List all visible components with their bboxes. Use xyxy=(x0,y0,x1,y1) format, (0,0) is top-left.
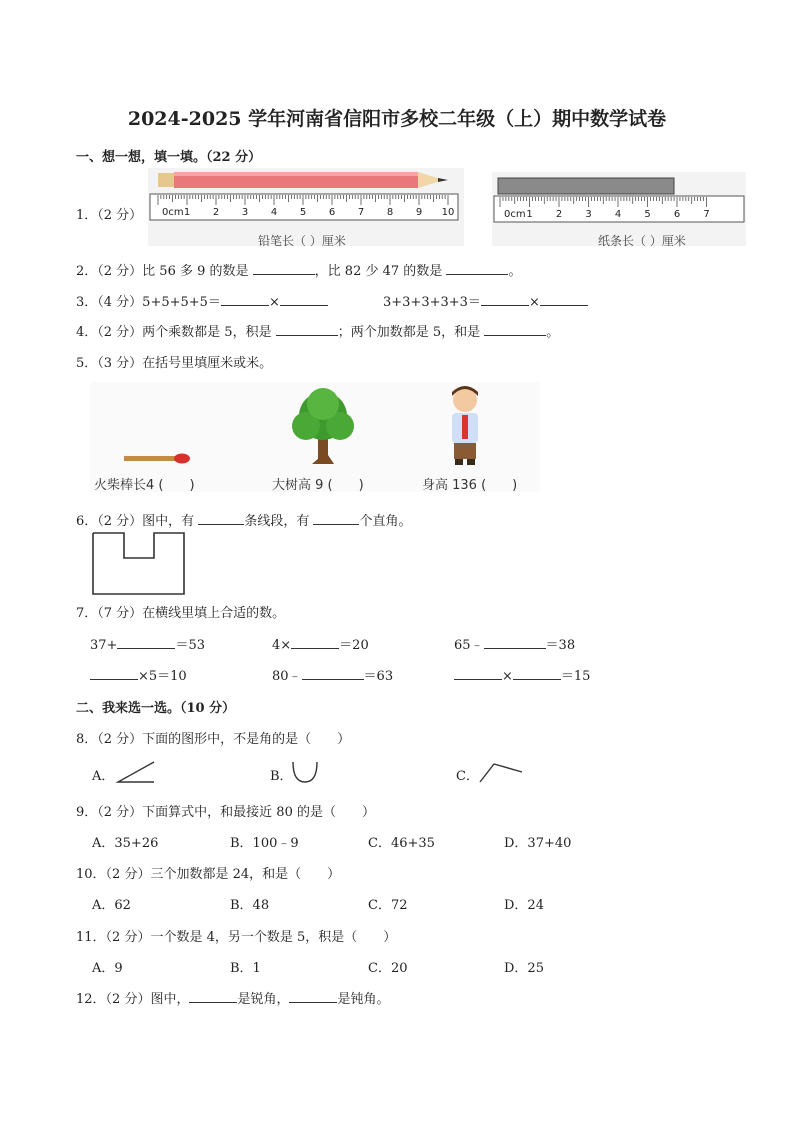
ruler-tick-label: 2 xyxy=(212,207,220,218)
q9-option-d[interactable]: D．37+40 xyxy=(504,836,572,851)
q5-text: 5．（3 分）在括号里填厘米或米。 xyxy=(76,356,273,371)
answer-blank[interactable] xyxy=(540,291,588,306)
q7-r1b: 4× ＝20 xyxy=(272,634,369,653)
answer-blank[interactable] xyxy=(454,665,502,680)
answer-blank[interactable] xyxy=(313,510,359,525)
q10-option-c[interactable]: C．72 xyxy=(368,898,408,913)
q8-option-b[interactable]: B． xyxy=(270,769,293,784)
q9-text: 9．（2 分）下面算式中，和最接近 80 的是（ ） xyxy=(76,805,375,820)
ruler-tick-label: 0cm xyxy=(504,209,526,220)
q7-r2b: 80﹣ ＝63 xyxy=(272,665,393,684)
ruler-tick-label: 0cm xyxy=(162,207,184,218)
page-title: 2024-2025 学年河南省信阳市多校二年级（上）期中数学试卷 xyxy=(127,108,667,130)
q11-text: 11．（2 分）一个数是 4，另一个数是 5，积是（ ） xyxy=(76,930,397,945)
ruler-tick-label: 1 xyxy=(183,207,191,218)
curve-shape-b xyxy=(290,760,320,784)
ruler-tick-label: 4 xyxy=(270,207,278,218)
tree-caption: 大树高 9 ( ) xyxy=(272,478,364,493)
q1-number: 1．（2 分） xyxy=(76,208,143,223)
q7-r2c: × ＝15 xyxy=(454,665,590,684)
q8-option-a[interactable]: A． xyxy=(92,769,115,784)
q11-option-a[interactable]: A．9 xyxy=(92,961,123,976)
answer-blank[interactable] xyxy=(117,634,175,649)
ruler-tick-label: 2 xyxy=(555,209,563,220)
q3-right: 3+3+3+3+3＝ × xyxy=(383,291,588,310)
ruler-tick-label: 8 xyxy=(386,207,394,218)
ruler-tick-label: 10 xyxy=(441,207,455,218)
q11-option-d[interactable]: D．25 xyxy=(504,961,544,976)
ruler-tick-label: 4 xyxy=(614,209,622,220)
q1-left-caption: 铅笔长（ ）厘米 xyxy=(258,234,346,248)
ruler-tick-label: 6 xyxy=(673,209,681,220)
ruler-tick-label: 7 xyxy=(703,209,710,220)
answer-blank[interactable] xyxy=(90,665,138,680)
ruler-tick-label: 9 xyxy=(415,207,423,218)
q7-r1a: 37+ ＝53 xyxy=(90,634,205,653)
ruler-tick-label: 6 xyxy=(328,207,336,218)
q7-r2a: ×5＝10 xyxy=(90,665,187,684)
answer-blank[interactable] xyxy=(280,291,328,306)
q7-text: 7．（7 分）在横线里填上合适的数。 xyxy=(76,606,286,621)
q10-option-a[interactable]: A．62 xyxy=(92,898,131,913)
q12: 12．（2 分）图中， 是锐角， 是钝角。 xyxy=(76,988,389,1007)
q10-text: 10．（2 分）三个加数都是 24，和是（ ） xyxy=(76,867,341,882)
boy-caption: 身高 136 ( ) xyxy=(422,478,518,493)
q10-option-d[interactable]: D．24 xyxy=(504,898,544,913)
ruler-tick-label: 5 xyxy=(644,209,651,220)
ruler-tick-label: 5 xyxy=(299,207,307,218)
angle-shape-a xyxy=(116,760,156,784)
answer-blank[interactable] xyxy=(198,510,244,525)
answer-blank[interactable] xyxy=(484,321,546,336)
boy xyxy=(452,386,478,465)
q1-right-caption: 纸条长（ ）厘米 xyxy=(598,234,686,248)
ruler-tick-label: 1 xyxy=(526,209,533,220)
answer-blank[interactable] xyxy=(513,665,561,680)
answer-blank[interactable] xyxy=(291,634,339,649)
ruler-tick-label: 3 xyxy=(241,207,249,218)
q6: 6．（2 分）图中，有 条线段，有 个直角。 xyxy=(76,510,412,529)
answer-blank[interactable] xyxy=(481,291,529,306)
q11-option-c[interactable]: C．20 xyxy=(368,961,408,976)
answer-blank[interactable] xyxy=(446,260,508,275)
section-1-heading: 一、想一想，填一填。（22 分） xyxy=(76,150,262,165)
matchstick-caption: 火柴棒长4 ( ) xyxy=(94,478,195,493)
q9-option-b[interactable]: B．100﹣9 xyxy=(230,836,299,851)
ruler-tick-label: 3 xyxy=(585,209,592,220)
q4: 4．（2 分）两个乘数都是 5，积是 ；两个加数都是 5，和是 。 xyxy=(76,321,559,340)
section-2-heading: 二、我来选一选。（10 分） xyxy=(76,701,236,716)
answer-blank[interactable] xyxy=(484,634,546,649)
q9-option-a[interactable]: A．35+26 xyxy=(92,836,159,851)
pencil xyxy=(158,172,448,188)
answer-blank[interactable] xyxy=(189,988,237,1003)
ruler-tick-label: 7 xyxy=(357,207,365,218)
q2: 2．（2 分）比 56 多 9 的数是 ，比 82 少 47 的数是 。 xyxy=(76,260,521,279)
q9-option-c[interactable]: C．46+35 xyxy=(368,836,435,851)
answer-blank[interactable] xyxy=(253,260,315,275)
answer-blank[interactable] xyxy=(276,321,338,336)
q11-option-b[interactable]: B．1 xyxy=(230,961,261,976)
q8-text: 8．（2 分）下面的图形中，不是角的是（ ） xyxy=(76,732,351,747)
answer-blank[interactable] xyxy=(221,291,269,306)
q7-r1c: 65﹣ ＝38 xyxy=(454,634,575,653)
q3-left: 3．（4 分）5+5+5+5＝ × xyxy=(76,291,328,310)
answer-blank[interactable] xyxy=(289,988,337,1003)
q8-option-c[interactable]: C． xyxy=(456,769,479,784)
paper-strip xyxy=(498,178,674,194)
q6-shape xyxy=(92,532,186,596)
angle-shape-c xyxy=(478,760,524,784)
answer-blank[interactable] xyxy=(302,665,364,680)
q10-option-b[interactable]: B．48 xyxy=(230,898,270,913)
